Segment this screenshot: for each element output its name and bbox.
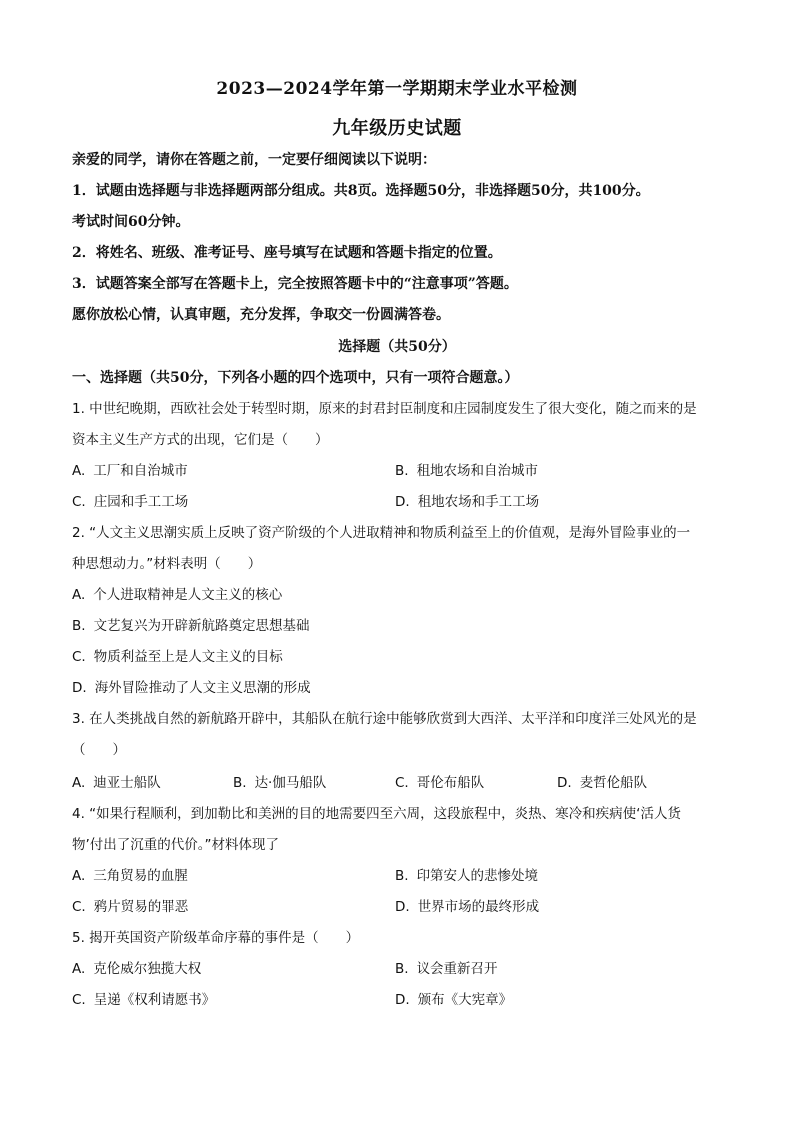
section-heading: 选择题（共50分） — [338, 339, 456, 355]
instruction-item-2: 2．将姓名、班级、准考证号、座号填写在试题和答题卡指定的位置。 — [72, 245, 502, 261]
question-2-option-d: D. 海外冒险推动了人文主义思潮的形成 — [72, 680, 311, 696]
part-title: 一、选择题（共50分，下列各小题的四个选项中，只有一项符合题意。） — [72, 370, 519, 386]
instruction-item-1: 1．试题由选择题与非选择题两部分组成。共8页。选择题50分，非选择题50分，共100分。 — [72, 183, 650, 199]
question-3-option-d: D. 麦哲伦船队 — [557, 775, 648, 791]
question-2-option-b: B. 文艺复兴为开辟新航路奠定思想基础 — [72, 618, 310, 634]
instruction-item-1-cont: 考试时间60分钟。 — [72, 214, 190, 230]
question-5-option-d: D. 颁布《大宪章》 — [395, 992, 513, 1008]
question-3-option-b: B. 达·伽马船队 — [233, 775, 327, 791]
question-4-option-a: A. 三角贸易的血腥 — [72, 868, 188, 884]
question-3-option-a: A. 迪亚士船队 — [72, 775, 161, 791]
question-3-stem: 3. 在人类挑战自然的新航路开辟中，其船队在航行途中能够欣赏到大西洋、太平洋和印度洋三处风光的是 — [72, 711, 697, 727]
question-3-option-c: C. 哥伦布船队 — [395, 775, 485, 791]
question-5-option-a: A. 克伦威尔独揽大权 — [72, 961, 202, 977]
question-2-option-c: C. 物质利益至上是人文主义的目标 — [72, 649, 283, 665]
question-4-option-d: D. 世界市场的最终形成 — [395, 899, 540, 915]
question-1-option-a: A. 工厂和自治城市 — [72, 463, 188, 479]
question-2-option-a: A. 个人进取精神是人文主义的核心 — [72, 587, 283, 603]
question-1-option-c: C. 庄园和手工工场 — [72, 494, 189, 510]
question-5-option-c: C. 呈递《权利请愿书》 — [72, 992, 216, 1008]
question-5-stem: 5. 揭开英国资产阶级革命序幕的事件是（ ） — [72, 930, 360, 946]
question-4-stem: 4. “如果行程顺利，到加勒比和美洲的目的地需要四至六周，这段旅程中，炎热、寒冷和疾病使‘活人货 — [72, 806, 681, 822]
question-5-option-b: B. 议会重新召开 — [395, 961, 498, 977]
question-1-option-d: D. 租地农场和手工工场 — [395, 494, 540, 510]
exam-title: 2023—2024学年第一学期期末学业水平检测 — [216, 79, 578, 99]
question-1-stem: 1. 中世纪晚期，西欧社会处于转型时期，原来的封君封臣制度和庄园制度发生了很大变化，随之而来的是 — [72, 401, 697, 417]
question-2-stem-cont: 种思想动力。”材料表明（ ） — [72, 556, 262, 572]
question-4-option-b: B. 印第安人的悲惨处境 — [395, 868, 539, 884]
instruction-item-3: 3．试题答案全部写在答题卡上，完全按照答题卡中的“注意事项”答题。 — [72, 276, 518, 292]
question-3-stem-cont: （ ） — [72, 742, 126, 758]
question-4-option-c: C. 鸦片贸易的罪恶 — [72, 899, 189, 915]
instruction-wish: 愿你放松心情，认真审题，充分发挥，争取交一份圆满答卷。 — [72, 307, 450, 323]
question-1-option-b: B. 租地农场和自治城市 — [395, 463, 539, 479]
question-1-stem-cont: 资本主义生产方式的出现，它们是（ ） — [72, 432, 329, 448]
instructions-intro: 亲爱的同学，请你在答题之前，一定要仔细阅读以下说明： — [72, 152, 436, 168]
question-2-stem: 2. “人文主义思潮实质上反映了资产阶级的个人进取精神和物质利益至上的价值观，是海外冒险事业的一 — [72, 525, 691, 541]
question-4-stem-cont: 物’付出了沉重的代价。”材料体现了 — [72, 837, 280, 853]
exam-subtitle: 九年级历史试题 — [332, 118, 462, 139]
